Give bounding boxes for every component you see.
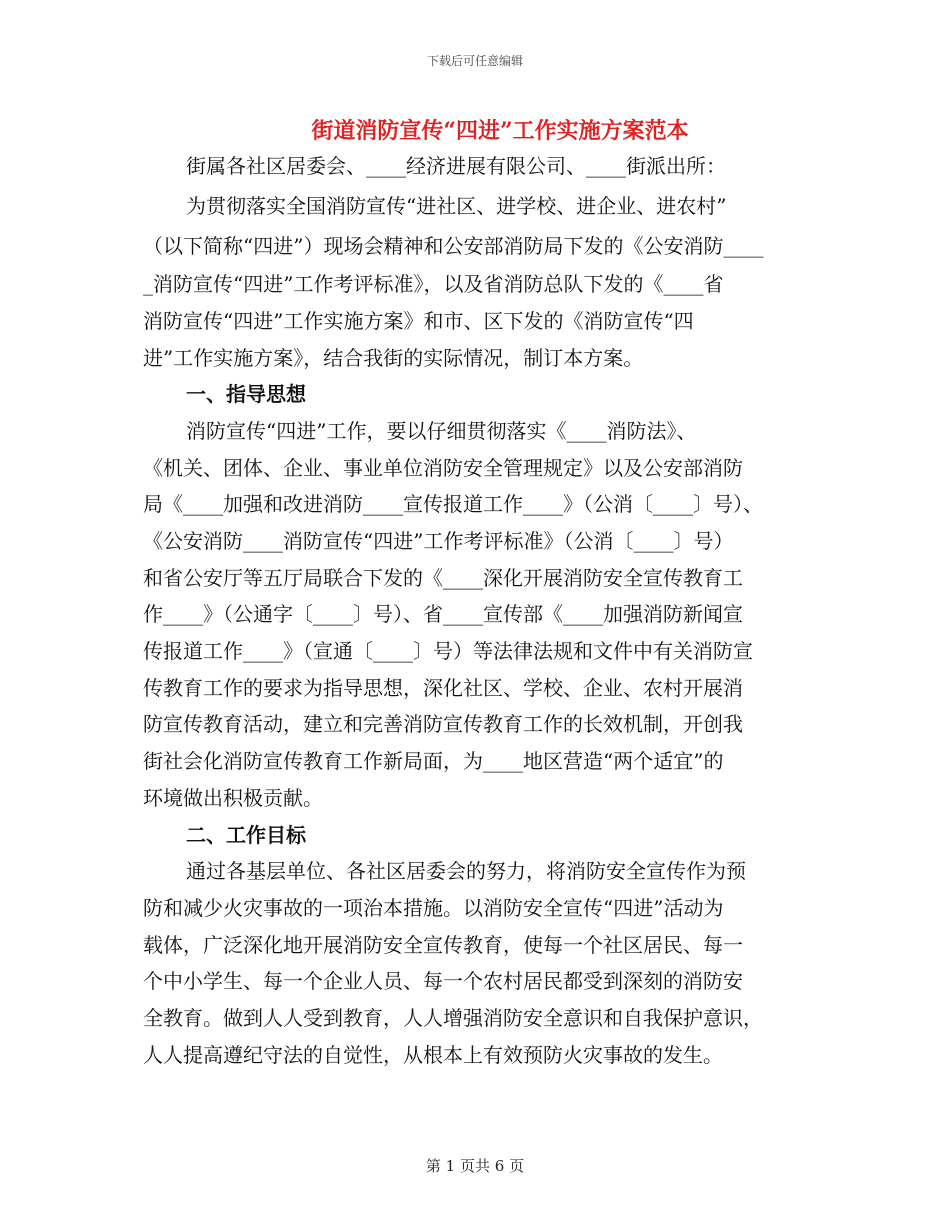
paragraph-line: 为贯彻落实全国消防宣传“进社区、进学校、进企业、进农村”: [186, 194, 727, 218]
paragraph-line: 全教育。做到人人受到教育，人人增强消防安全意识和自我保护意识，: [143, 1006, 763, 1030]
section-heading: 一、指导思想: [186, 382, 306, 406]
paragraph-line: （以下简称“四进”）现场会精神和公安部消防局下发的《公安消防____: [143, 234, 764, 258]
paragraph-line: 传报道工作____》（宣通〔____〕号）等法律法规和文件中有关消防宣: [143, 639, 753, 663]
paragraph-line: 《公安消防____消防宣传“四进”工作考评标准》（公消〔____〕号）: [143, 529, 734, 553]
paragraph-line: _消防宣传“四进”工作考评标准》，以及省消防总队下发的《____省: [143, 272, 724, 296]
paragraph-line: 作____》（公通字〔____〕号）、省____宣传部《____加强消防新闻宣: [143, 602, 743, 626]
page-footer: 第 1 页共 6 页: [425, 1157, 525, 1175]
salutation-line: 街属各社区居委会、____经济进展有限公司、____街派出所：: [186, 154, 726, 178]
paragraph-line: 防宣传教育活动，建立和完善消防宣传教育工作的长效机制，开创我: [143, 712, 743, 736]
paragraph-line: 《机关、团体、企业、事业单位消防安全管理规定》以及公安部消防: [143, 456, 743, 480]
paragraph-line: 消防宣传“四进”工作实施方案》和市、区下发的《消防宣传“四: [143, 309, 694, 333]
paragraph-line: 和省公安厅等五厅局联合下发的《____深化开展消防安全宣传教育工: [143, 566, 743, 590]
paragraph-line: 传教育工作的要求为指导思想，深化社区、学校、企业、农村开展消: [143, 676, 743, 700]
paragraph-line: 通过各基层单位、各社区居委会的努力，将消防安全宣传作为预: [186, 859, 746, 883]
section-heading: 二、工作目标: [186, 823, 306, 847]
paragraph-line: 人人提高遵纪守法的自觉性，从根本上有效预防火灾事故的发生。: [143, 1043, 723, 1067]
paragraph-line: 载体，广泛深化地开展消防安全宣传教育，使每一个社区居民、每一: [143, 933, 743, 957]
paragraph-line: 进”工作实施方案》，结合我街的实际情况，制订本方案。: [143, 346, 644, 370]
paragraph-line: 防和减少火灾事故的一项治本措施。以消防安全宣传“四进”活动为: [143, 896, 724, 920]
paragraph-line: 个中小学生、每一个企业人员、每一个农村居民都受到深刻的消防安: [143, 969, 743, 993]
paragraph-line: 环境做出积极贡献。: [143, 786, 323, 810]
document-title: 街道消防宣传“四进”工作实施方案范本: [311, 118, 689, 144]
page-header: 下载后可任意编辑: [426, 54, 523, 68]
paragraph-line: 街社会化消防宣传教育工作新局面，为____地区营造“两个适宜”的: [143, 749, 724, 773]
paragraph-line: 消防宣传“四进”工作，要以仔细贯彻落实《____消防法》、: [186, 419, 697, 443]
paragraph-line: 局《____加强和改进消防____宣传报道工作____》（公消〔____〕号）、: [143, 492, 763, 516]
